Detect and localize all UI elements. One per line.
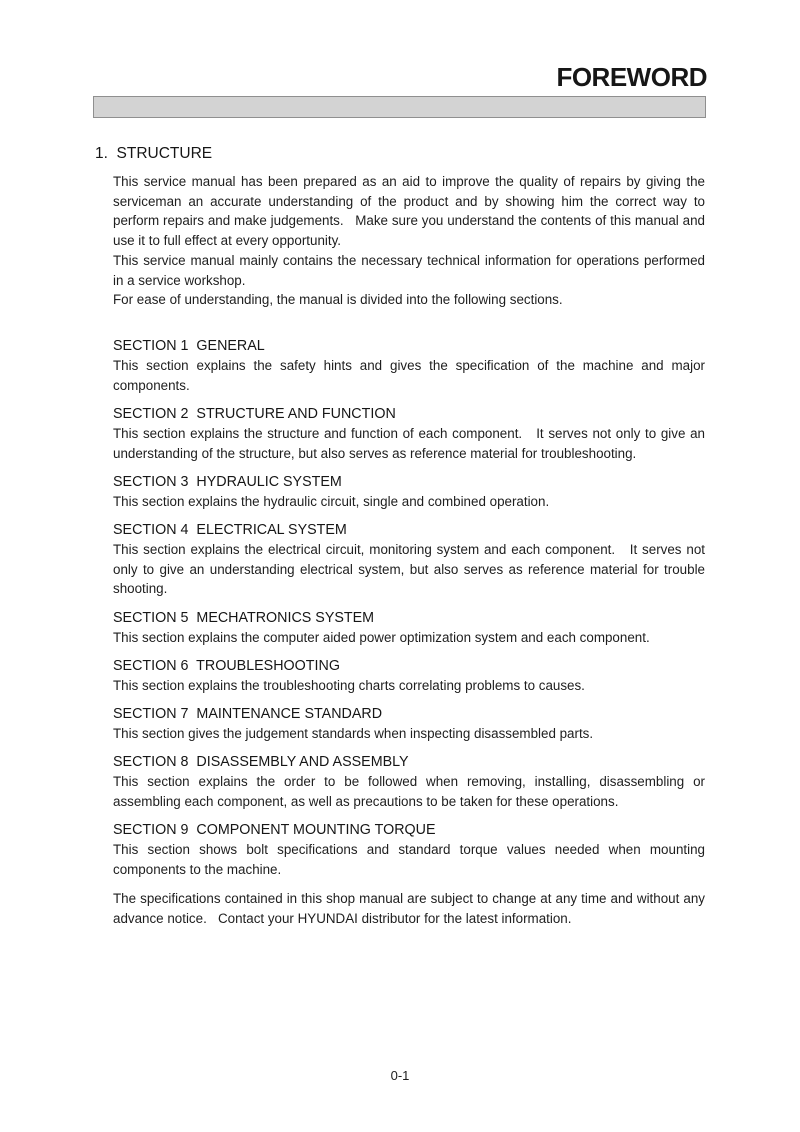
section-title: SECTION 1 GENERAL bbox=[113, 337, 265, 354]
section-entry bbox=[113, 472, 705, 512]
section-title: SECTION 7 MAINTENANCE STANDARD bbox=[113, 705, 383, 722]
section-entry bbox=[113, 608, 705, 648]
section-entry bbox=[113, 820, 705, 879]
section-title: SECTION 2 STRUCTURE AND FUNCTION bbox=[113, 405, 396, 422]
header-divider-bar bbox=[93, 96, 706, 118]
section-description: This section explains the structure and function of each component. It serves not only to give an understanding of the structure, but also serves as reference material for troubleshooting. bbox=[113, 425, 705, 461]
structure-section-heading: 1. STRUCTURE bbox=[95, 145, 213, 162]
section-entry bbox=[113, 520, 705, 599]
section-description: This section shows bolt specifications and standard torque values needed when mounting components to the machine. bbox=[113, 842, 705, 877]
closing-paragraph: The specifications contained in this shop manual are subject to change at any time and without any advance notice. Contact your HYUNDAI distributor for the latest information. bbox=[113, 891, 705, 927]
section-entry bbox=[113, 704, 705, 744]
section-entry bbox=[113, 656, 705, 696]
section-entry bbox=[113, 752, 705, 811]
section-description: This section explains the electrical circuit, monitoring system and each component. It serves not only to give an understanding electrical system, but also serves as reference material for trouble shooting. bbox=[113, 541, 705, 597]
section-entry bbox=[113, 404, 705, 463]
page-number: 0-1 bbox=[390, 1068, 410, 1083]
section-description: This section explains the safety hints and gives the specification of the machine and major components. bbox=[113, 357, 705, 393]
section-entry bbox=[113, 336, 705, 395]
intro-paragraph: For ease of understanding, the manual is divided into the following sections. bbox=[113, 292, 563, 308]
intro-paragraph: This service manual has been prepared as an aid to improve the quality of repairs by giving the serviceman an accurate understanding of the product and by showing him the correct way to perform repairs and make judgements. Make sure you understand the contents of this manual and use it to full effect at every opportunity. bbox=[113, 174, 705, 249]
section-title: SECTION 3 HYDRAULIC SYSTEM bbox=[113, 473, 342, 490]
section-description: This section explains the troubleshooting charts correlating problems to causes. bbox=[113, 677, 585, 693]
intro-paragraphs bbox=[113, 172, 705, 310]
intro-paragraph: This service manual mainly contains the necessary technical information for operations performed in a service workshop. bbox=[113, 252, 705, 288]
section-title: SECTION 9 COMPONENT MOUNTING TORQUE bbox=[113, 822, 436, 839]
section-description: This section explains the order to be followed when removing, installing, disassembling or assembling each component, as well as precautions to be taken for these operations. bbox=[113, 774, 705, 809]
page-title: FOREWORD bbox=[556, 62, 707, 92]
section-description: This section explains the hydraulic circuit, single and combined operation. bbox=[113, 493, 550, 509]
section-title: SECTION 5 MECHATRONICS SYSTEM bbox=[113, 609, 375, 626]
section-title: SECTION 6 TROUBLESHOOTING bbox=[113, 657, 340, 674]
section-list bbox=[113, 336, 705, 929]
section-description: This section gives the judgement standards when inspecting disassembled parts. bbox=[113, 725, 594, 741]
page-content bbox=[95, 145, 706, 929]
section-title: SECTION 8 DISASSEMBLY AND ASSEMBLY bbox=[113, 754, 409, 771]
section-title: SECTION 4 ELECTRICAL SYSTEM bbox=[113, 521, 347, 538]
section-description: This section explains the computer aided power optimization system and each component. bbox=[113, 629, 650, 645]
